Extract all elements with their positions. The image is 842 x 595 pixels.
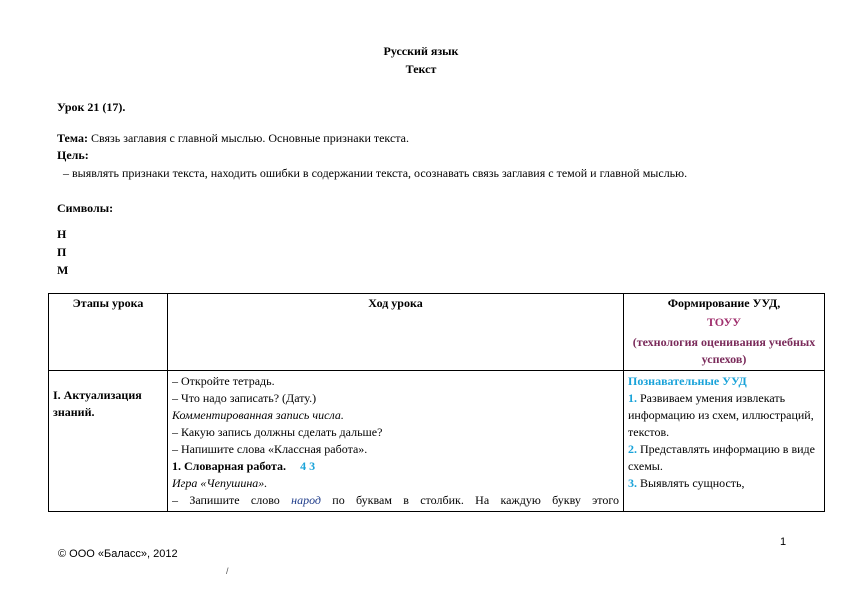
- header-toyy: ТОУУ: [706, 315, 742, 329]
- theme-label: Тема:: [57, 131, 88, 145]
- uud-item-num: 1.: [628, 391, 637, 405]
- uud-heading: Познавательные УУД: [628, 374, 747, 388]
- header-course: Ход урока: [168, 294, 624, 371]
- uud-item: [628, 390, 820, 441]
- task-before: – Запишите слово: [172, 493, 292, 507]
- course-line: Комментированная запись числа.: [172, 408, 344, 422]
- uud-cell: [624, 371, 825, 512]
- symbol-n: Н: [57, 227, 67, 241]
- uud-item-num: 2.: [628, 442, 637, 456]
- copyright-footer: © ООО «Баласс», 2012: [58, 548, 178, 560]
- header-uud: [624, 294, 825, 371]
- game-line: Игра «Чепушина».: [172, 476, 268, 490]
- uud-item-text: Представлять информацию в виде схемы.: [628, 442, 815, 473]
- subject-title: Русский язык: [383, 44, 459, 58]
- uud-item: [628, 475, 820, 492]
- theme-line: [57, 131, 409, 146]
- task-after: по буквам в столбик. На каждую букву этого: [320, 493, 619, 507]
- goal-text: – выявлять признаки текста, находить ошибки в содержании текста, осознавать связь заглавия с темой и главной мыслью.: [63, 166, 688, 180]
- course-line: – Напишите слова «Классная работа».: [172, 442, 368, 456]
- goal-label: Цель:: [57, 148, 89, 162]
- lesson-table: [48, 293, 825, 512]
- symbol-p: П: [57, 245, 67, 259]
- course-line: – Какую запись должны сделать дальше?: [172, 425, 383, 439]
- vocab-title: 1. Словарная работа.: [172, 459, 287, 473]
- table-header-row: [49, 294, 825, 371]
- lesson-number: Урок 21 (17).: [57, 100, 126, 114]
- page-number: 1: [780, 536, 787, 548]
- header-toyy-desc: (технология оценивания учебных успехов): [632, 335, 816, 366]
- uud-item-num: 3.: [628, 476, 637, 490]
- vocab-numbers: 4 3: [300, 459, 316, 473]
- course-line: – Откройте тетрадь.: [172, 374, 275, 388]
- table-row: [49, 371, 825, 512]
- header-uud-title: Формирование УУД,: [667, 296, 781, 310]
- task-word: народ: [291, 493, 321, 507]
- uud-item: [628, 441, 820, 475]
- task-line: [172, 492, 619, 509]
- symbol-m: М: [57, 263, 69, 277]
- topic-title: Текст: [405, 62, 437, 76]
- symbols-label: Символы:: [57, 201, 114, 215]
- course-cell: [168, 371, 624, 512]
- stage-cell: I. Актуализация знаний.: [49, 371, 168, 512]
- footer-mark: /: [226, 566, 229, 576]
- theme-text: Связь заглавия с главной мыслью. Основные признаки текста.: [87, 131, 410, 145]
- header-stages: Этапы урока: [49, 294, 168, 371]
- vocab-line: [172, 458, 619, 475]
- uud-item-text: Развиваем умения извлекать информацию из схем, иллюстраций, текстов.: [628, 391, 814, 439]
- uud-item-text: Выявлять сущность,: [637, 476, 745, 490]
- course-line: – Что надо записать? (Дату.): [172, 391, 317, 405]
